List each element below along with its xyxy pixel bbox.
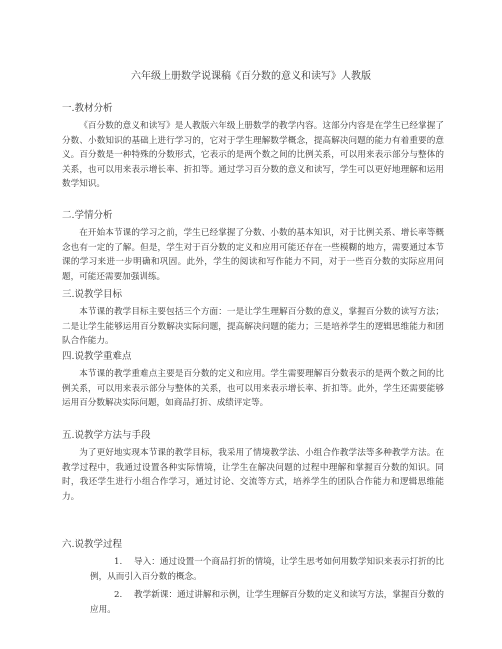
process-step	[62, 555, 444, 584]
step-number: 1.	[114, 557, 123, 567]
section-heading: 六.说教学过程	[62, 539, 123, 550]
document-title: 六年级上册数学说课稿《百分数的意义和读写》人教版	[131, 71, 371, 82]
section-key-difficulties	[62, 350, 444, 411]
step-text: 教学新课：通过讲解和示例，让学生理解百分数的定义和读写方法，掌握百分数的应用。	[90, 590, 444, 615]
step-number: 2.	[114, 590, 123, 601]
section-teaching-goals	[62, 288, 444, 349]
section-heading: 四.说教学重难点	[62, 351, 132, 362]
section-student-analysis	[62, 209, 444, 284]
section-paragraph: 在开始本节课的学习之前，学生已经掌握了分数、小数的基本知识，对于比例关系、增长率等概念也有一定的了解。但是，学生对于百分数的定义和应用可能还存在一些模糊的地方，需要通过本节课的学习来进一步明确和巩固。此外，学生的阅读和写作能力不同，对于一些百分数的实际应用问题，可能还需要加强训练。	[62, 228, 444, 282]
section-heading: 三.说教学目标	[62, 289, 123, 300]
section-textbook-analysis	[62, 102, 444, 192]
section-paragraph: 为了更好地实现本节课的教学目标，我采用了情境教学法、小组合作教学法等多种教学方法。在教学过程中，我通过设置各种实际情境，让学生在解决问题的过程中理解和掌握百分数的知识。同时，我还学生进行小组合作学习，通过讨论、交流等方式，培养学生的团队合作能力和逻辑思维能力。	[62, 448, 444, 502]
section-teaching-process	[62, 538, 444, 617]
section-heading: 五.说教学方法与手段	[62, 430, 151, 441]
section-paragraph: 《百分数的意义和读写》是人教版六年级上册数学的教学内容。这部分内容是在学生已经掌握了分数、小数知识的基础上进行学习的，它对于学生理解数学概念，提高解决问题的能力有着重要的意义。百分数是一种特殊的分数形式，它表示的是两个数之间的比例关系，可以用来表示部分与整体的关系，也可以用来表示增长率、折扣等。通过学习百分数的意义和读写，学生可以更好地理解和运用数学知识。	[62, 121, 444, 190]
section-teaching-methods	[62, 429, 444, 504]
process-step	[62, 588, 444, 617]
section-paragraph: 本节课的教学重难点主要是百分数的定义和应用。学生需要理解百分数表示的是两个数之间的比例关系，可以用来表示部分与整体的关系，也可以用来表示增长率、折扣等。此外，学生还需要能够运用百分数解决实际问题，如商品打折、成绩评定等。	[62, 369, 444, 409]
section-heading: 一.教材分析	[62, 103, 113, 114]
section-heading: 二.学情分析	[62, 210, 113, 221]
section-paragraph: 本节课的教学目标主要包括三个方面：一是让学生理解百分数的意义，掌握百分数的读写方法；二是让学生能够运用百分数解决实际问题，提高解决问题的能力；三是培养学生的逻辑思维能力和团队合作能力。	[62, 307, 444, 347]
step-text: 导入：通过设置一个商品打折的情境，让学生思考如何用数学知识来表示打折的比例，从而引入百分数的概念。	[90, 557, 444, 582]
